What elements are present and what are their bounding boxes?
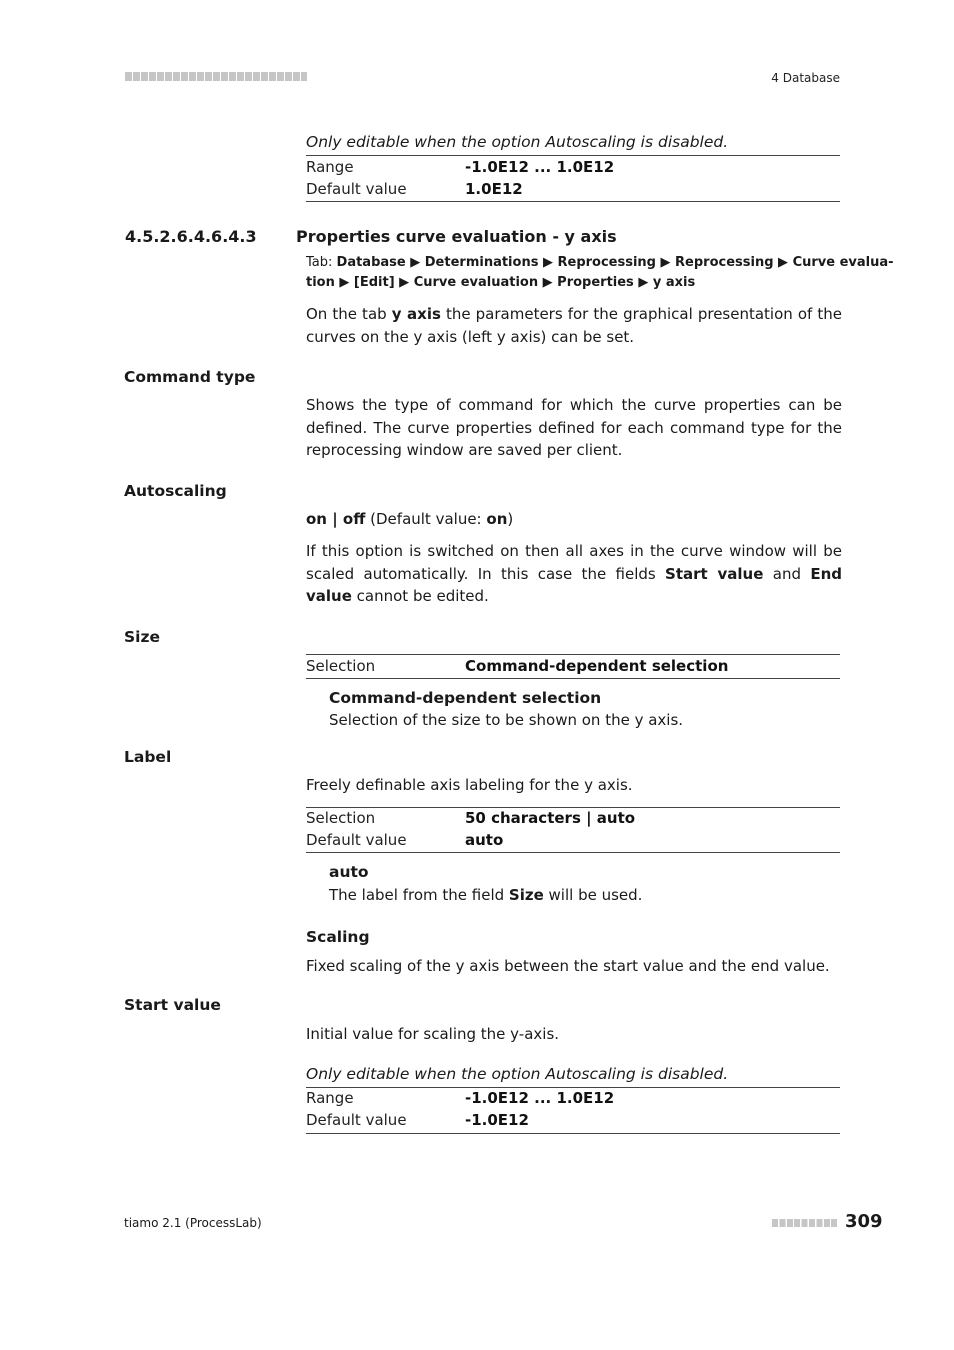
- option-desc-part: will be used.: [543, 886, 643, 904]
- default-on: on: [486, 510, 508, 528]
- option-separator: |: [326, 510, 343, 528]
- section-intro: [306, 303, 842, 348]
- field-size: Size: [508, 886, 544, 904]
- section-title: Properties curve evaluation - y axis: [296, 227, 617, 246]
- scaling-text: Fixed scaling of the y axis between the start value and the end value.: [306, 957, 830, 975]
- command-type-text: Shows the type of command for which the curve properties can be defined. The curve properties defined for each command type for the reprocessing window are saved per client.: [306, 396, 842, 459]
- size-heading: Size: [124, 628, 161, 646]
- default-prefix: (Default value:: [365, 510, 487, 528]
- label-default-value: auto: [465, 831, 504, 849]
- breadcrumb-continued: [306, 273, 695, 293]
- start-value-text: Initial value for scaling the y-axis.: [306, 1025, 560, 1043]
- scaling-heading: Scaling: [306, 928, 370, 946]
- autoscaling-text-part: cannot be edited.: [351, 587, 489, 605]
- breadcrumb-prefix: Tab:: [306, 255, 337, 270]
- table-rule: [306, 852, 840, 853]
- size-option-name: Command-dependent selection: [329, 689, 602, 707]
- breadcrumb: [306, 253, 894, 273]
- field-start-value: Start value: [665, 564, 764, 583]
- start-range-value: -1.0E12 ... 1.0E12: [465, 1089, 615, 1107]
- option-on: on: [306, 510, 327, 528]
- start-default-label: Default value: [306, 1111, 407, 1129]
- start-default-value: -1.0E12: [465, 1111, 529, 1129]
- autoscaling-text: [306, 540, 842, 608]
- label-heading: Label: [124, 748, 172, 766]
- size-selection-label: Selection: [306, 657, 376, 675]
- default-label: Default value: [306, 180, 407, 198]
- intro-text: the parameters for the graphical presentation of the curves on the y axis (left y axis) can be set.: [306, 305, 842, 346]
- section-number: 4.5.2.6.4.6.4.3: [125, 227, 257, 246]
- default-value: 1.0E12: [465, 180, 523, 198]
- range-value: -1.0E12 ... 1.0E12: [465, 158, 615, 176]
- table-rule: [306, 654, 840, 655]
- intro-text: On the tab: [306, 305, 392, 323]
- header-decoration: [125, 72, 307, 81]
- start-value-heading: Start value: [124, 996, 221, 1014]
- label-selection-label: Selection: [306, 809, 376, 827]
- label-option-desc: [329, 886, 642, 904]
- table-rule: [306, 678, 840, 679]
- table-rule: [306, 201, 840, 202]
- editable-note: Only editable when the option Autoscaling is disabled.: [306, 133, 729, 151]
- command-type-heading: Command type: [124, 368, 256, 386]
- autoscaling-options: [306, 508, 513, 531]
- autoscaling-heading: Autoscaling: [124, 482, 227, 500]
- label-text: Freely definable axis labeling for the y axis.: [306, 776, 633, 794]
- label-selection-value: 50 characters | auto: [465, 809, 636, 827]
- page-number: 309: [845, 1211, 883, 1232]
- range-label: Range: [306, 158, 354, 176]
- table-rule: [306, 155, 840, 156]
- size-option-desc: Selection of the size to be shown on the y axis.: [329, 711, 684, 729]
- editable-note: Only editable when the option Autoscaling is disabled.: [306, 1065, 729, 1083]
- table-rule: [306, 1133, 840, 1134]
- table-rule: [306, 1087, 840, 1088]
- breadcrumb-path: tion ▶ [Edit] ▶ Curve evaluation ▶ Properties ▶ y axis: [306, 275, 696, 290]
- label-option-name: auto: [329, 863, 369, 881]
- option-off: off: [342, 510, 366, 528]
- label-default-label: Default value: [306, 831, 407, 849]
- table-rule: [306, 807, 840, 808]
- footer-product: tiamo 2.1 (ProcessLab): [124, 1216, 262, 1230]
- footer-decoration: [772, 1219, 838, 1227]
- size-selection-value: Command-dependent selection: [465, 657, 729, 675]
- autoscaling-text-part: If this option is switched on then all axes in the curve window will be scaled automatically. In this case the fields: [306, 542, 842, 583]
- default-suffix: ): [507, 510, 514, 528]
- breadcrumb-path: Database ▶ Determinations ▶ Reprocessing ▶ Reprocessing ▶ Curve evalua-: [336, 255, 894, 270]
- autoscaling-text-part: and: [763, 564, 811, 583]
- start-range-label: Range: [306, 1089, 354, 1107]
- intro-emphasis: y axis: [391, 305, 441, 323]
- chapter-title: 4 Database: [771, 71, 840, 85]
- field-end-value: End value: [306, 564, 842, 605]
- option-desc-part: The label from the field: [329, 886, 509, 904]
